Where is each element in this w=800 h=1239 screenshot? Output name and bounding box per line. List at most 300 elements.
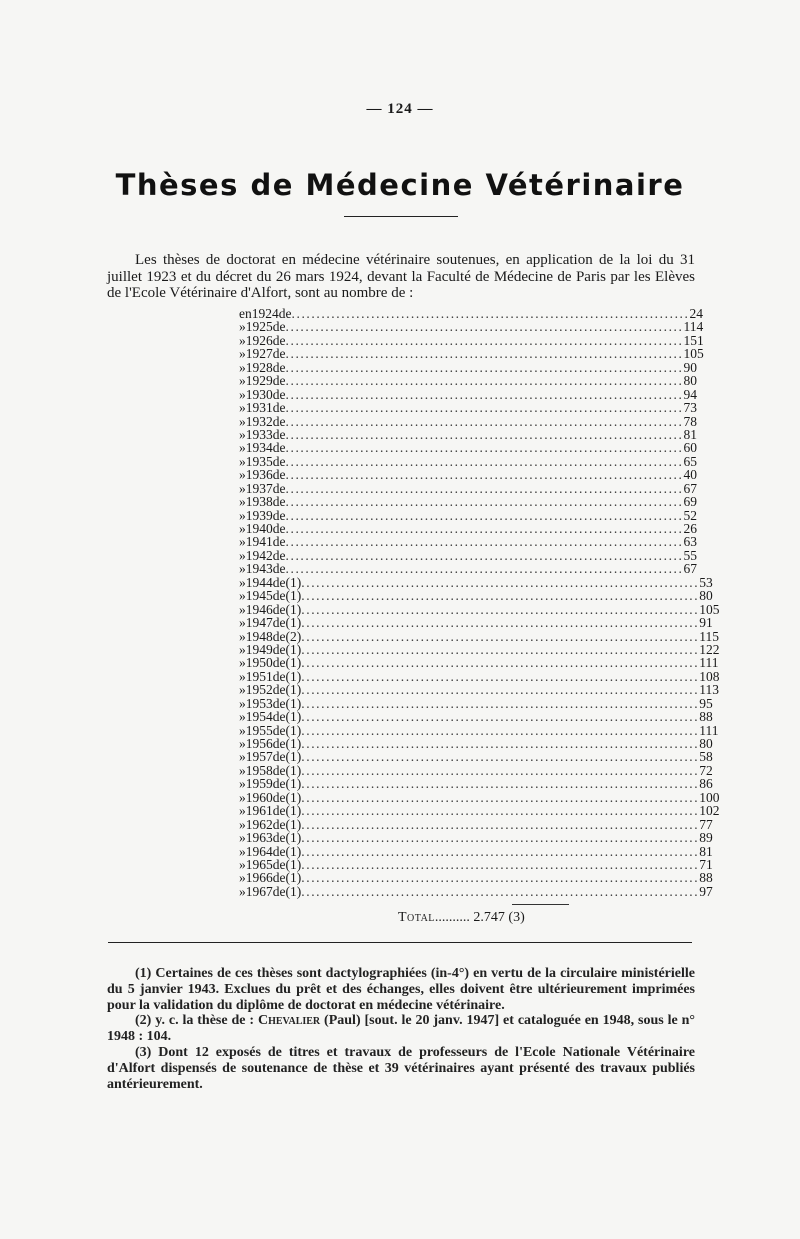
row-note: (1) bbox=[285, 856, 302, 872]
row-de: de bbox=[272, 722, 286, 738]
row-leader-dots: ................................................................................ bbox=[301, 870, 700, 886]
row-year: 1958 bbox=[245, 762, 273, 778]
count-row bbox=[239, 547, 697, 563]
row-year: 1942 bbox=[245, 547, 273, 563]
row-note: (1) bbox=[285, 615, 302, 631]
row-prefix: » bbox=[239, 803, 246, 819]
row-de: de bbox=[272, 480, 286, 496]
row-de: de bbox=[272, 655, 286, 671]
row-value: 71 bbox=[699, 856, 713, 872]
row-year: 1965 bbox=[245, 856, 273, 872]
row-leader-dots: ................................................................................ bbox=[285, 494, 684, 510]
row-prefix: » bbox=[239, 776, 246, 792]
count-row bbox=[239, 346, 704, 362]
row-year: 1966 bbox=[245, 870, 273, 886]
row-year: 1956 bbox=[245, 736, 273, 751]
row-leader-dots: ................................................................................ bbox=[301, 709, 700, 725]
count-row bbox=[239, 695, 713, 711]
count-row bbox=[239, 682, 719, 698]
count-row bbox=[239, 816, 713, 832]
footnote-2-author: Chevalier bbox=[257, 1013, 321, 1029]
row-leader-dots: ................................................................................ bbox=[285, 413, 684, 429]
row-leader-dots: ................................................................................ bbox=[285, 373, 684, 389]
row-year: 1944 bbox=[245, 574, 273, 590]
row-de: de bbox=[272, 359, 286, 375]
row-prefix: » bbox=[239, 762, 246, 778]
row-value: 80 bbox=[683, 373, 697, 389]
count-row bbox=[239, 749, 713, 765]
row-prefix: » bbox=[239, 615, 246, 631]
row-prefix: » bbox=[239, 521, 246, 536]
row-de: de bbox=[272, 789, 286, 805]
intro-paragraph: Les thèses de doctorat en médecine vétérinaire soutenues, en application de la loi du 31 juillet 1923 et du décret du 26 mars 1924, devant la Faculté de Médecine de Paris par les Elèves de l'Ecole Vétérinaire d'Alfort, sont au nombre de : bbox=[107, 252, 695, 301]
row-value: 78 bbox=[683, 413, 697, 429]
count-row bbox=[239, 870, 713, 886]
row-leader-dots: ................................................................................ bbox=[301, 655, 700, 671]
row-year: 1941 bbox=[245, 534, 273, 550]
count-row bbox=[239, 574, 713, 590]
count-row bbox=[239, 426, 697, 442]
row-de: de bbox=[272, 668, 286, 684]
count-row bbox=[239, 655, 719, 671]
count-row bbox=[239, 507, 697, 523]
row-de: de bbox=[272, 574, 286, 590]
row-note: (1) bbox=[285, 816, 302, 832]
row-prefix: » bbox=[239, 480, 246, 496]
row-value: 151 bbox=[683, 332, 704, 348]
count-row bbox=[239, 400, 697, 416]
row-value: 86 bbox=[699, 776, 713, 792]
row-de: de bbox=[272, 561, 286, 577]
row-value: 114 bbox=[683, 319, 704, 335]
row-note: (1) bbox=[285, 682, 302, 698]
row-de: de bbox=[272, 601, 286, 617]
count-row bbox=[239, 453, 697, 469]
row-year: 1925 bbox=[245, 319, 273, 335]
row-de: de bbox=[272, 883, 286, 899]
row-year: 1959 bbox=[245, 776, 273, 792]
row-year: 1953 bbox=[245, 695, 273, 711]
row-value: 97 bbox=[699, 883, 713, 899]
count-row bbox=[239, 789, 720, 805]
row-de: de bbox=[272, 426, 286, 442]
row-value: 81 bbox=[683, 426, 697, 442]
row-prefix: » bbox=[239, 507, 246, 523]
row-de: de bbox=[272, 440, 286, 456]
row-value: 94 bbox=[683, 386, 697, 402]
row-leader-dots: ................................................................................ bbox=[301, 762, 700, 778]
row-prefix: » bbox=[239, 628, 246, 644]
row-value: 88 bbox=[699, 709, 713, 725]
row-leader-dots: ................................................................................ bbox=[285, 480, 684, 496]
row-prefix: » bbox=[239, 494, 246, 510]
row-leader-dots: ................................................................................ bbox=[285, 507, 684, 523]
row-leader-dots: ................................................................................ bbox=[301, 803, 700, 819]
row-value: 91 bbox=[699, 615, 713, 631]
row-leader-dots: ................................................................................ bbox=[301, 695, 700, 711]
row-value: 88 bbox=[699, 870, 713, 886]
row-de: de bbox=[272, 709, 286, 725]
row-value: 111 bbox=[699, 722, 719, 738]
footnote-1: (1) Certaines de ces thèses sont dactylographiées (in-4°) en vertu de la circulaire ministérielle du 5 janvier 1943. Exclues du prêt et des échanges, elles doivent être ultérieurement imprimées pour la validation du diplôme de doctorat en médecine vétérinaire. bbox=[107, 966, 695, 1013]
row-value: 24 bbox=[689, 306, 703, 321]
row-year: 1933 bbox=[245, 426, 273, 442]
row-leader-dots: ................................................................................ bbox=[285, 359, 684, 375]
row-de: de bbox=[272, 453, 286, 469]
total-row bbox=[398, 910, 598, 926]
row-prefix: » bbox=[239, 789, 246, 805]
row-year: 1950 bbox=[245, 655, 273, 671]
row-prefix: » bbox=[239, 830, 246, 846]
footnote-2-start: (2) y. c. la thèse de : bbox=[135, 1013, 258, 1029]
row-year: 1960 bbox=[245, 789, 273, 805]
row-de: de bbox=[272, 776, 286, 792]
row-year: 1957 bbox=[245, 749, 273, 765]
row-note: (1) bbox=[285, 722, 302, 738]
count-row bbox=[239, 830, 713, 846]
row-year: 1946 bbox=[245, 601, 273, 617]
count-row bbox=[239, 722, 719, 738]
row-de: de bbox=[272, 762, 286, 778]
row-prefix: » bbox=[239, 467, 246, 483]
row-leader-dots: ................................................................................ bbox=[285, 426, 684, 442]
row-year: 1961 bbox=[245, 803, 273, 819]
title-divider bbox=[344, 216, 458, 217]
total-note: (3) bbox=[508, 910, 525, 925]
row-note: (1) bbox=[285, 655, 302, 671]
row-prefix: » bbox=[239, 386, 246, 402]
row-prefix: » bbox=[239, 332, 246, 348]
row-leader-dots: ................................................................................ bbox=[285, 400, 684, 416]
row-year: 1929 bbox=[245, 373, 273, 389]
count-row bbox=[239, 641, 720, 657]
row-leader-dots: ................................................................................ bbox=[301, 816, 700, 832]
row-note: (1) bbox=[285, 601, 302, 617]
row-year: 1936 bbox=[245, 467, 273, 483]
count-row bbox=[239, 615, 713, 631]
count-row bbox=[239, 521, 697, 536]
footnote-2 bbox=[107, 1013, 695, 1045]
count-row bbox=[239, 856, 713, 872]
row-leader-dots: ................................................................................ bbox=[301, 843, 700, 859]
count-row bbox=[239, 762, 713, 778]
row-note: (1) bbox=[285, 641, 302, 657]
row-leader-dots: ................................................................................ bbox=[301, 722, 700, 738]
count-row bbox=[239, 440, 697, 456]
row-note: (1) bbox=[285, 709, 302, 725]
row-value: 60 bbox=[683, 440, 697, 456]
count-row bbox=[239, 413, 697, 429]
row-note: (1) bbox=[285, 588, 302, 604]
row-note: (1) bbox=[285, 736, 302, 751]
row-prefix: » bbox=[239, 440, 246, 456]
row-note: (2) bbox=[285, 628, 302, 644]
count-row bbox=[239, 803, 720, 819]
row-prefix: » bbox=[239, 373, 246, 389]
count-row bbox=[239, 736, 713, 751]
row-de: de bbox=[272, 736, 286, 751]
row-de: de bbox=[272, 413, 286, 429]
row-leader-dots: ................................................................................ bbox=[285, 467, 684, 483]
row-year: 1964 bbox=[245, 843, 273, 859]
row-value: 95 bbox=[699, 695, 713, 711]
row-value: 52 bbox=[683, 507, 697, 523]
row-year: 1962 bbox=[245, 816, 273, 832]
row-leader-dots: ................................................................................ bbox=[285, 453, 684, 469]
row-year: 1939 bbox=[245, 507, 273, 523]
row-de: de bbox=[272, 749, 286, 765]
count-row bbox=[239, 883, 713, 899]
row-prefix: » bbox=[239, 722, 246, 738]
count-row bbox=[239, 494, 697, 510]
count-row bbox=[239, 359, 697, 375]
row-de: de bbox=[272, 386, 286, 402]
row-value: 81 bbox=[699, 843, 713, 859]
row-value: 40 bbox=[683, 467, 697, 483]
row-prefix: en bbox=[239, 306, 252, 321]
row-note: (1) bbox=[285, 749, 302, 765]
row-de: de bbox=[272, 803, 286, 819]
row-leader-dots: ................................................................................ bbox=[301, 776, 700, 792]
row-value: 105 bbox=[699, 601, 720, 617]
row-value: 111 bbox=[699, 655, 719, 671]
row-prefix: » bbox=[239, 561, 246, 577]
row-prefix: » bbox=[239, 883, 246, 899]
row-year: 1954 bbox=[245, 709, 273, 725]
row-leader-dots: ................................................................................ bbox=[285, 346, 684, 362]
row-de: de bbox=[272, 467, 286, 483]
row-year: 1938 bbox=[245, 494, 273, 510]
row-value: 80 bbox=[699, 588, 713, 604]
row-leader-dots: ................................................................................ bbox=[301, 641, 700, 657]
row-prefix: » bbox=[239, 695, 246, 711]
row-value: 26 bbox=[683, 521, 697, 536]
row-de: de bbox=[272, 615, 286, 631]
row-year: 1951 bbox=[245, 668, 273, 684]
row-year: 1943 bbox=[245, 561, 273, 577]
count-row bbox=[239, 373, 697, 389]
row-year: 1948 bbox=[245, 628, 273, 644]
row-leader-dots: ................................................................................ bbox=[301, 668, 700, 684]
row-prefix: » bbox=[239, 426, 246, 442]
row-de: de bbox=[278, 306, 292, 321]
count-row bbox=[239, 628, 719, 644]
row-year: 1932 bbox=[245, 413, 273, 429]
count-row bbox=[239, 776, 713, 792]
row-note: (1) bbox=[285, 776, 302, 792]
count-row bbox=[239, 332, 704, 348]
row-value: 102 bbox=[699, 803, 720, 819]
row-year: 1967 bbox=[245, 883, 273, 899]
row-prefix: » bbox=[239, 601, 246, 617]
row-year: 1945 bbox=[245, 588, 273, 604]
row-leader-dots: ................................................................................ bbox=[301, 883, 700, 899]
row-prefix: » bbox=[239, 400, 246, 416]
count-row bbox=[239, 306, 703, 321]
count-row bbox=[239, 843, 713, 859]
row-leader-dots: ................................................................................ bbox=[301, 789, 700, 805]
row-prefix: » bbox=[239, 856, 246, 872]
row-leader-dots: ................................................................................ bbox=[285, 534, 684, 550]
row-note: (1) bbox=[285, 803, 302, 819]
row-year: 1937 bbox=[245, 480, 273, 496]
row-prefix: » bbox=[239, 453, 246, 469]
footnote-3: (3) Dont 12 exposés de titres et travaux de professeurs de l'Ecole Nationale Vétérinaire d'Alfort dispensés de soutenance de thèse et 39 vétérinaires ayant présenté des travaux publiés antérieurement. bbox=[107, 1044, 695, 1092]
row-prefix: » bbox=[239, 709, 246, 725]
count-row bbox=[239, 601, 720, 617]
row-note: (1) bbox=[285, 789, 302, 805]
row-value: 53 bbox=[699, 574, 713, 590]
row-year: 1963 bbox=[245, 830, 273, 846]
count-row bbox=[239, 467, 697, 483]
footnote-divider bbox=[108, 942, 692, 943]
row-year: 1949 bbox=[245, 641, 273, 657]
row-leader-dots: ................................................................................ bbox=[285, 521, 684, 536]
row-prefix: » bbox=[239, 870, 246, 886]
row-value: 69 bbox=[683, 494, 697, 510]
row-de: de bbox=[272, 332, 286, 348]
row-de: de bbox=[272, 682, 286, 698]
row-prefix: » bbox=[239, 359, 246, 375]
row-de: de bbox=[272, 373, 286, 389]
row-de: de bbox=[272, 856, 286, 872]
row-de: de bbox=[272, 816, 286, 832]
row-note: (1) bbox=[285, 695, 302, 711]
count-row bbox=[239, 480, 697, 496]
row-year: 1935 bbox=[245, 453, 273, 469]
row-de: de bbox=[272, 494, 286, 510]
row-leader-dots: ................................................................................ bbox=[301, 856, 700, 872]
row-value: 63 bbox=[683, 534, 697, 550]
row-year: 1947 bbox=[245, 615, 273, 631]
row-value: 115 bbox=[699, 628, 719, 644]
row-value: 105 bbox=[683, 346, 704, 362]
row-year: 1928 bbox=[245, 359, 273, 375]
row-value: 77 bbox=[699, 816, 713, 832]
row-note: (1) bbox=[285, 762, 302, 778]
row-prefix: » bbox=[239, 346, 246, 362]
total-label: Total bbox=[398, 910, 435, 925]
row-year: 1926 bbox=[245, 332, 273, 348]
row-leader-dots: ................................................................................ bbox=[285, 332, 684, 348]
row-de: de bbox=[272, 641, 286, 657]
row-prefix: » bbox=[239, 547, 246, 563]
footnotes bbox=[107, 966, 695, 1092]
row-leader-dots: ................................................................................ bbox=[301, 601, 700, 617]
row-leader-dots: ................................................................................ bbox=[301, 749, 700, 765]
count-row bbox=[239, 534, 697, 550]
row-value: 72 bbox=[699, 762, 713, 778]
row-leader-dots: ................................................................................ bbox=[301, 615, 700, 631]
row-year: 1924 bbox=[251, 306, 279, 321]
row-de: de bbox=[272, 588, 286, 604]
row-leader-dots: ................................................................................ bbox=[285, 561, 684, 577]
row-prefix: » bbox=[239, 682, 246, 698]
page-title: Thèses de Médecine Vétérinaire bbox=[115, 168, 685, 202]
row-year: 1927 bbox=[245, 346, 273, 362]
row-prefix: » bbox=[239, 413, 246, 429]
thesis-count-list bbox=[239, 306, 720, 899]
row-value: 73 bbox=[683, 400, 697, 416]
row-de: de bbox=[272, 521, 286, 536]
page-number: — 124 — bbox=[366, 101, 434, 117]
row-value: 58 bbox=[699, 749, 713, 765]
row-leader-dots: ................................................................................ bbox=[301, 588, 700, 604]
row-de: de bbox=[272, 830, 286, 846]
row-value: 67 bbox=[683, 480, 697, 496]
row-year: 1940 bbox=[245, 521, 273, 536]
row-prefix: » bbox=[239, 668, 246, 684]
row-note: (1) bbox=[285, 574, 302, 590]
row-prefix: » bbox=[239, 655, 246, 671]
row-value: 65 bbox=[683, 453, 697, 469]
row-note: (1) bbox=[285, 843, 302, 859]
row-note: (1) bbox=[285, 830, 302, 846]
row-prefix: » bbox=[239, 534, 246, 550]
row-de: de bbox=[272, 547, 286, 563]
row-year: 1931 bbox=[245, 400, 273, 416]
sum-divider bbox=[512, 904, 569, 905]
row-leader-dots: ................................................................................ bbox=[285, 319, 684, 335]
row-year: 1930 bbox=[245, 386, 273, 402]
row-prefix: » bbox=[239, 736, 246, 751]
row-leader-dots: ................................................................................ bbox=[301, 682, 700, 698]
row-value: 80 bbox=[699, 736, 713, 751]
row-prefix: » bbox=[239, 588, 246, 604]
row-leader-dots: ................................................................................ bbox=[301, 830, 700, 846]
row-leader-dots: ................................................................................ bbox=[285, 547, 684, 563]
row-leader-dots: ................................................................................ bbox=[291, 306, 690, 321]
row-de: de bbox=[272, 534, 286, 550]
row-prefix: » bbox=[239, 319, 246, 335]
row-de: de bbox=[272, 628, 286, 644]
row-value: 90 bbox=[683, 359, 697, 375]
total-value: 2.747 bbox=[473, 910, 505, 925]
row-de: de bbox=[272, 319, 286, 335]
footnote-2-end: (Paul) [sout. le 20 janv. 1947] et cataloguée en 1948, sous le n° 1948 : 104. bbox=[107, 1013, 695, 1045]
row-leader-dots: ................................................................................ bbox=[301, 574, 700, 590]
row-value: 100 bbox=[699, 789, 720, 805]
count-row bbox=[239, 386, 697, 402]
row-value: 122 bbox=[699, 641, 720, 657]
count-row bbox=[239, 668, 720, 684]
row-de: de bbox=[272, 346, 286, 362]
row-leader-dots: ................................................................................ bbox=[285, 386, 684, 402]
row-prefix: » bbox=[239, 574, 246, 590]
count-row bbox=[239, 561, 697, 577]
row-de: de bbox=[272, 843, 286, 859]
row-leader-dots: ................................................................................ bbox=[285, 440, 684, 456]
row-prefix: » bbox=[239, 749, 246, 765]
row-note: (1) bbox=[285, 668, 302, 684]
row-prefix: » bbox=[239, 816, 246, 832]
row-value: 89 bbox=[699, 830, 713, 846]
row-value: 55 bbox=[683, 547, 697, 563]
row-year: 1955 bbox=[245, 722, 273, 738]
row-prefix: » bbox=[239, 641, 246, 657]
row-year: 1952 bbox=[245, 682, 273, 698]
row-note: (1) bbox=[285, 883, 302, 899]
count-row bbox=[239, 709, 713, 725]
row-note: (1) bbox=[285, 870, 302, 886]
row-de: de bbox=[272, 870, 286, 886]
row-de: de bbox=[272, 400, 286, 416]
row-value: 67 bbox=[683, 561, 697, 577]
count-row bbox=[239, 319, 704, 335]
row-leader-dots: ................................................................................ bbox=[301, 736, 700, 751]
row-de: de bbox=[272, 695, 286, 711]
row-de: de bbox=[272, 507, 286, 523]
